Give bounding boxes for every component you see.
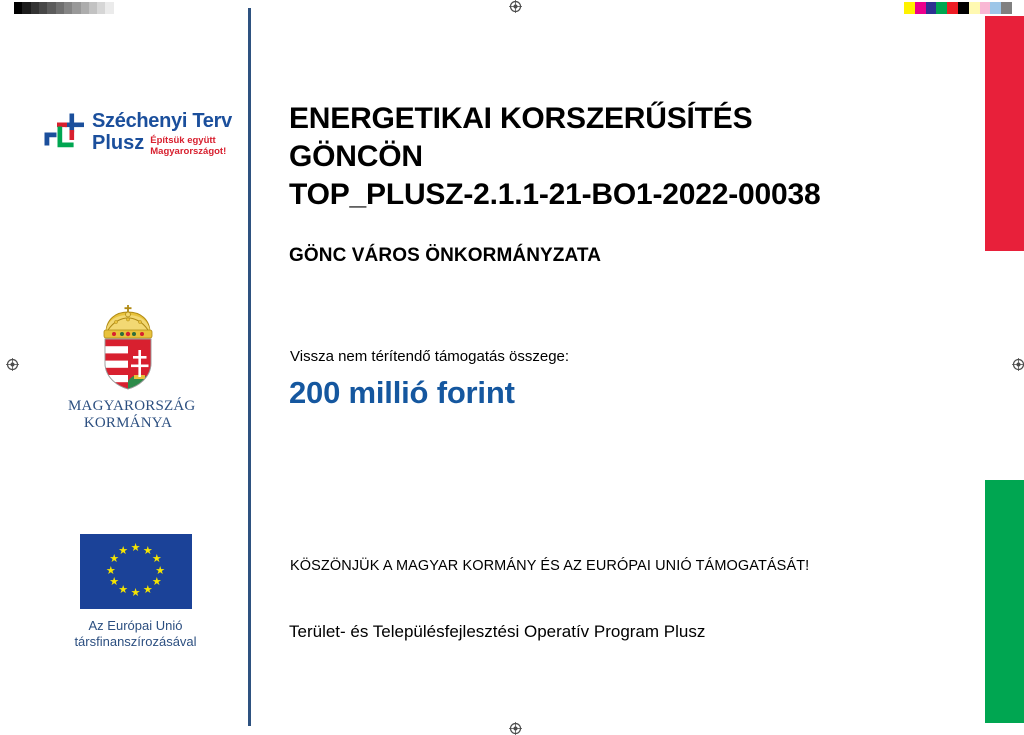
eu-star-1: ★ xyxy=(130,542,141,554)
grant-amount-label: Vissza nem térítendő támogatás összege: xyxy=(290,348,570,365)
eu-star-3: ★ xyxy=(151,553,162,566)
kormany-line1: MAGYARORSZÁG xyxy=(68,398,196,414)
kormany-wordmark xyxy=(68,398,196,432)
eu-star-4: ★ xyxy=(155,564,166,577)
eu-star-11: ★ xyxy=(109,553,120,566)
eu-text-line2: társfinanszírozásával xyxy=(74,634,197,649)
color-patch-7 xyxy=(980,2,991,14)
vertical-divider xyxy=(248,8,251,726)
poster-content xyxy=(289,0,969,734)
szechenyi-wordmark xyxy=(92,110,232,157)
szechenyi-slogan xyxy=(144,132,226,157)
hungarian-coat-of-arms-icon xyxy=(92,303,164,391)
european-union-logo xyxy=(48,534,223,649)
eu-star-8: ★ xyxy=(118,583,129,596)
szechenyi-logo-line2: Plusz xyxy=(92,132,145,154)
eu-star-10: ★ xyxy=(105,564,116,577)
project-title-line2: GÖNCÖN xyxy=(289,140,423,173)
szechenyi-terv-plusz-logo xyxy=(42,110,232,172)
szechenyi-pinwheel-cross-icon xyxy=(42,112,86,158)
szechenyi-slogan-line1: Építsük együtt xyxy=(150,135,216,146)
magyarorszag-kormanya-logo xyxy=(68,303,196,431)
eu-star-6: ★ xyxy=(142,583,153,596)
operational-program-name: Terület- és Településfejlesztési Operatív Program Plusz xyxy=(289,622,706,641)
kormany-line2: KORMÁNYA xyxy=(83,415,173,431)
eu-star-2: ★ xyxy=(142,545,153,557)
red-accent-block xyxy=(985,16,1024,251)
project-identifier: TOP_PLUSZ-2.1.1-21-BO1-2022-00038 xyxy=(289,178,821,211)
eu-star-9: ★ xyxy=(109,575,120,588)
szechenyi-slogan-line2: Magyarországot! xyxy=(150,146,227,157)
eu-star-7: ★ xyxy=(130,587,141,599)
project-title xyxy=(289,100,929,214)
european-union-flag-icon xyxy=(80,534,192,609)
color-patch-9 xyxy=(1001,2,1012,14)
eu-text-line1: Az Európai Unió xyxy=(88,618,183,633)
thanks-message: KÖSZÖNJÜK A MAGYAR KORMÁNY ÉS AZ EURÓPAI UNIÓ TÁMOGATÁSÁT! xyxy=(290,558,810,574)
registration-target-icon xyxy=(1012,358,1024,371)
logo-column xyxy=(0,0,248,734)
green-accent-block xyxy=(985,480,1024,723)
eu-star-12: ★ xyxy=(118,545,129,557)
eu-cofinancing-text xyxy=(48,618,223,650)
project-title-line1: ENERGETIKAI KORSZERŰSÍTÉS xyxy=(289,102,753,135)
grant-amount-value: 200 millió forint xyxy=(289,375,515,410)
color-patch-6 xyxy=(969,2,980,14)
eu-star-5: ★ xyxy=(151,575,162,588)
color-patch-8 xyxy=(990,2,1001,14)
beneficiary-name: GÖNC VÁROS ÖNKORMÁNYZATA xyxy=(289,245,602,266)
szechenyi-logo-line1: Széchenyi Terv xyxy=(92,110,232,132)
